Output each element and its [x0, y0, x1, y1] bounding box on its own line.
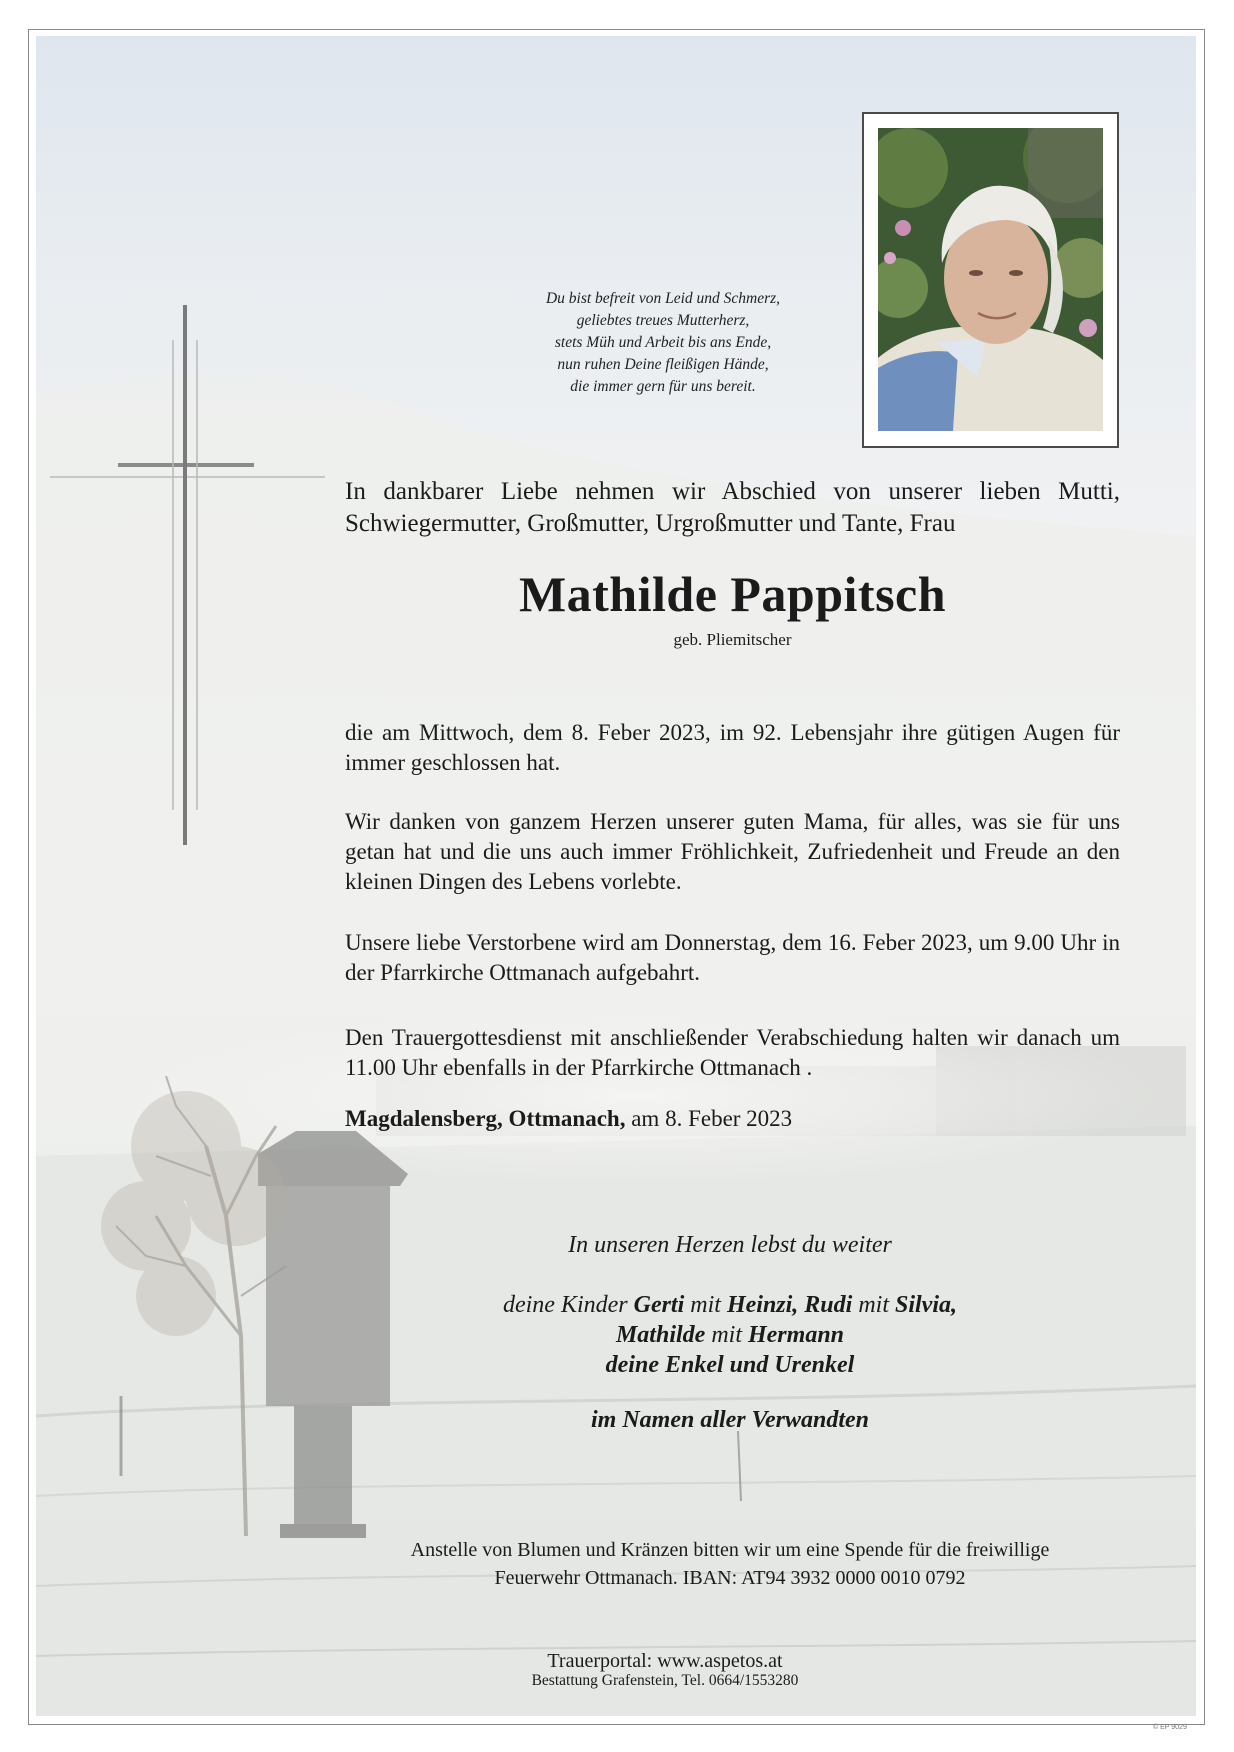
portrait-photo	[862, 112, 1119, 448]
memorial-motto: In unseren Herzen lebst du weiter	[568, 1232, 892, 1258]
verse-line: Du bist befreit von Leid und Schmerz,	[545, 290, 781, 307]
mourners-line	[380, 1320, 1080, 1350]
place: Magdalensberg, Ottmanach,	[345, 1106, 626, 1131]
cross-icon	[50, 305, 325, 862]
verse-line: stets Müh und Arbeit bis ans Ende,	[554, 334, 772, 351]
undertaker-contact: Bestattung Grafenstein, Tel. 0664/1553280	[531, 1672, 799, 1689]
verse-line: nun ruhen Deine fleißigen Hände,	[557, 356, 769, 373]
mourner-name: Heinzi, Rudi	[726, 1292, 853, 1318]
mourners-text: mit	[705, 1322, 748, 1348]
date: am 8. Feber 2023	[625, 1106, 793, 1131]
mourners-text: mit	[852, 1292, 895, 1318]
verse-line: geliebtes treues Mutterherz,	[576, 312, 750, 329]
mourners-list	[380, 1290, 1080, 1380]
mourners-text: deine Kinder	[502, 1292, 634, 1318]
thanks-paragraph: Wir danken von ganzem Herzen unserer guten Mama, für alles, was sie für uns getan hat und die uns auch immer Fröhlichkeit, Zufriedenheit und Freude an den kleinen Dingen des Lebens vorlebte.	[345, 809, 1120, 894]
place-and-date	[345, 1106, 792, 1132]
viewing-paragraph: Unsere liebe Verstorbene wird am Donnerstag, dem 16. Feber 2023, um 9.00 Uhr in der Pfarrkirche Ottmanach aufgebahrt.	[345, 930, 1120, 985]
mourners-text: mit	[684, 1292, 727, 1318]
mourner-group: deine Enkel und Urenkel	[605, 1352, 855, 1378]
mourner-name: Mathilde	[615, 1322, 706, 1348]
funeral-service-paragraph: Den Trauergottesdienst mit anschließender Verabschiedung halten wir danach um 11.00 Uhr ebenfalls in der Pfarrkirche Ottmanach .	[345, 1025, 1120, 1080]
donation-request	[300, 1536, 1160, 1592]
mourner-name: Silvia,	[895, 1292, 958, 1318]
footer-undertaker	[400, 1652, 930, 1690]
maiden-name: geb. Pliemitscher	[673, 630, 792, 649]
on-behalf-of-relatives: im Namen aller Verwandten	[590, 1407, 870, 1433]
memorial-verse	[488, 288, 838, 398]
mourners-line	[380, 1350, 1080, 1380]
mourner-name: Hermann	[747, 1322, 845, 1348]
mourner-name: Gerti	[633, 1292, 685, 1318]
print-code: © EP 9029	[1153, 1724, 1187, 1731]
death-notice-paragraph: die am Mittwoch, dem 8. Feber 2023, im 92. Lebensjahr ihre gütigen Augen für immer geschlossen hat.	[345, 720, 1120, 775]
donation-line: Feuerwehr Ottmanach. IBAN: AT94 3932 0000 0010 0792	[494, 1567, 966, 1589]
deceased-name: Mathilde Pappitsch	[518, 566, 947, 622]
verse-line: die immer gern für uns bereit.	[570, 378, 756, 395]
portrait-image	[878, 128, 1103, 431]
farewell-intro: In dankbarer Liebe nehmen wir Abschied von unserer lieben Mutti, Schwiegermutter, Großmutter, Urgroßmutter und Tante, Frau	[345, 478, 1120, 537]
donation-line: Anstelle von Blumen und Kränzen bitten wir um eine Spende für die freiwillige	[410, 1539, 1050, 1561]
mourners-line	[380, 1290, 1080, 1320]
portal-link[interactable]: Trauerportal: www.aspetos.at	[547, 1650, 783, 1672]
